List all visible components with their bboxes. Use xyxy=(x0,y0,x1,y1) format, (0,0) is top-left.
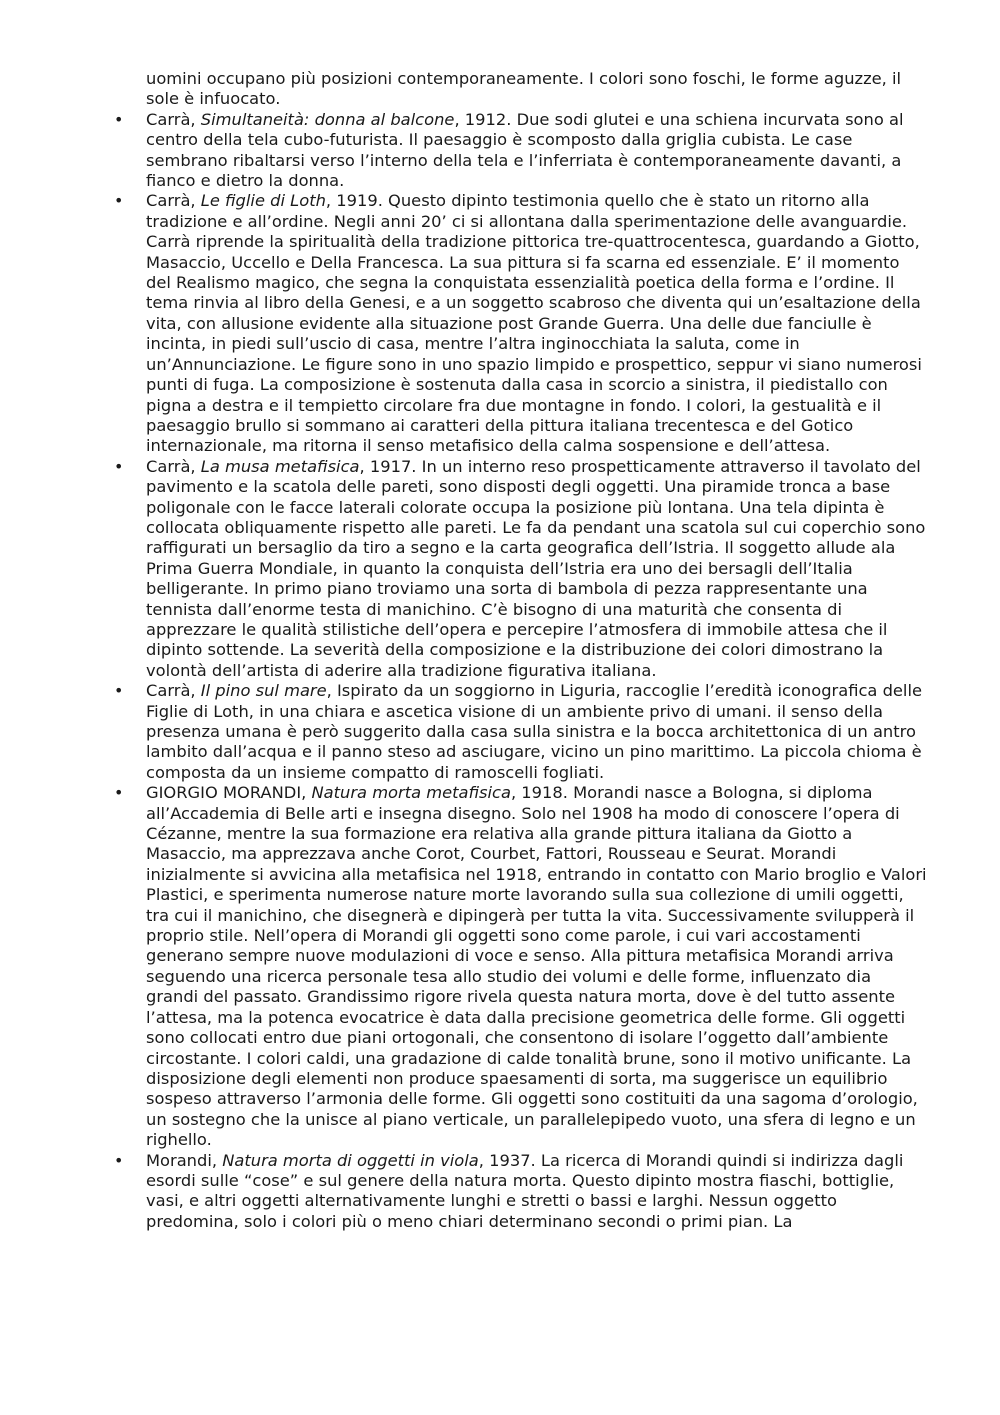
bullet-icon: • xyxy=(114,1150,124,1170)
item-author: GIORGIO MORANDI, xyxy=(146,783,312,803)
item-text: , 1919. Questo dipinto testimonia quello che è stato un ritorno alla tradizione e all’ordine. Negli anni 20’ ci si allontana dalla sperimentazione delle avanguardie. Carrà riprende la spiritualità della tradizione pittorica tre-quattrocentesca, guardando a Giotto, Masaccio, Uccello e Della Francesca. La sua pittura si fa scarna ed essenziale. E’ il momento del Realismo magico, che segna la conquistata essenzialità poetica della forma e l’ordine. Il tema rinvia al libro della Genesi, e a un soggetto scabroso che diventa qui un’esaltazione della vita, con allusione evidente alla situazione post Grande Guerra. Una delle due fanciulle è incinta, in piedi sull’uscio di casa, mentre l’altra inginocchiata la saluta, come in un’Annunciazione. Le figure sono in uno spazio limpido e prospettico, seppur vi siano numerosi punti di fuga. La composizione è sostenuta dalla casa in scorcio a sinistra, il piedistallo con pigna a destra e il tempietto circolare fra due montagne in fondo. I colori, la gestualità e il paesaggio brullo si sommano ai caratteri della pittura italiana trecentesca e del Gotico internazionale, ma ritorna il senso metafisico della calma sospensione e dell’attesa. xyxy=(146,191,922,456)
item-title: La musa metafisica xyxy=(200,456,360,476)
list-item xyxy=(114,109,928,192)
document-body xyxy=(114,69,928,1232)
item-title: Le figlie di Loth xyxy=(200,191,326,211)
list-item xyxy=(114,456,928,681)
item-text: , 1917. In un interno reso prospetticamente attraverso il tavolato del pavimento e la scatola delle pareti, sono disposti degli oggetti. Una piramide tronca a base poligonale con le facce laterali colorate occupa la posizione più lontana. Una tela dipinta è collocata obliquamente rispetto alle pareti. Le fa da pendant una scatola sul cui coperchio sono raffigurati un bersaglio da tiro a segno e la carta geografica dell’Istria. Il soggetto allude ala Prima Guerra Mondiale, in quanto la conquista dell’Istria era uno dei bersagli dell’Italia belligerante. In primo piano troviamo una sorta di bambola di pezza rappresentante una tennista dall’enorme testa di manichino. C’è bisogno di una maturità che consenta di apprezzare le qualità stilistiche dell’opera e percepire l’atmosfera di immobile attesa che il dipinto sottende. La severità della composizione e la distribuzione dei colori dimostrano la volontà dell’artista di aderire alla tradizione figurativa italiana. xyxy=(146,456,926,680)
item-text: , 1912. Due sodi glutei e una schiena incurvata sono al centro della tela cubo-futurista. Il paesaggio è scomposto dalla griglia cubista. Le case sembrano ribaltarsi verso l’interno della tela e l’inferriata è contemporaneamente davanti, a fianco e dietro la donna. xyxy=(146,109,904,191)
artwork-list xyxy=(114,109,928,1232)
bullet-icon: • xyxy=(114,456,124,476)
bullet-icon: • xyxy=(114,191,124,211)
list-item xyxy=(114,191,928,456)
item-title: Il pino sul mare xyxy=(200,681,327,701)
item-author: Carrà, xyxy=(146,456,201,476)
list-item xyxy=(114,783,928,1150)
item-title: Simultaneità: donna al balcone xyxy=(200,109,455,129)
item-author: Carrà, xyxy=(146,681,201,701)
bullet-icon: • xyxy=(114,783,124,803)
list-item xyxy=(114,1150,928,1233)
item-author: Morandi, xyxy=(146,1150,223,1170)
item-title: Natura morta di oggetti in viola xyxy=(222,1150,479,1170)
list-item xyxy=(114,681,928,783)
item-title: Natura morta metafisica xyxy=(311,783,511,803)
item-text: , 1937. La ricerca di Morandi quindi si indirizza dagli esordi sulle “cose” e sul genere della natura morta. Questo dipinto mostra fiaschi, bottiglie, vasi, e altri oggetti alternativamente lunghi e stretti o bassi e larghi. Nessun oggetto predomina, solo i colori più o meno chiari determinano secondi o primi pian. La xyxy=(146,1150,904,1231)
item-author: Carrà, xyxy=(146,109,201,129)
bullet-icon: • xyxy=(114,681,124,701)
bullet-icon: • xyxy=(114,109,124,129)
item-text: , 1918. Morandi nasce a Bologna, si diploma all’Accademia di Belle arti e insegna disegno. Solo nel 1908 ha modo di conoscere l’opera di Cézanne, mentre la sua formazione era relativa alla grande pittura italiana da Giotto a Masaccio, ma apprezzava anche Corot, Courbet, Fattori, Rousseau e Seurat. Morandi inizialmente si avvicina alla metafisica nel 1918, entrando in contatto con Mario broglio e Valori Plastici, e sperimenta numerose nature morte lavorando sulla sua collezione di umili oggetti, tra cui il manichino, che disegnerà e dipingerà per tutta la vita. Successivamente svilupperà il proprio stile. Nell’opera di Morandi gli oggetti sono come parole, i cui vari accostamenti generano sempre nuove modulazioni di voce e senso. Alla pittura metafisica Morandi arriva seguendo una ricerca personale tesa allo studio dei volumi e delle forme, influenzato dia grandi del passato. Grandissimo rigore rivela questa natura morta, dove è del tutto assente l’attesa, ma la potenca evocatrice è data dalla precisione geometrica delle forme. Gli oggetti sono collocati entro due piani ortogonali, che consentono di isolare l’oggetto dall’ambiente circostante. I colori caldi, una gradazione di calde tonalità brune, sono il motivo unificante. La disposizione degli elementi non produce spaesamenti di sorta, ma suggerisce un equilibrio sospeso attraverso l’armonia delle forme. Gli oggetti sono costituiti da una sagoma d’orologio, un sostegno che la unisce al piano verticale, un parallelepipedo vuoto, una sfera di legno e un righello. xyxy=(146,783,927,1150)
item-text: , Ispirato da un soggiorno in Liguria, raccoglie l’eredità iconografica delle Figlie di Loth, in una chiara e ascetica visione di un ambiente privo di umani. il senso della presenza umana è però suggerito dalla casa sulla sinistra e la bocca architettonica di un antro lambito dall’acqua e il panno steso ad asciugare, vicino un pino marittimo. La piccola chioma è composta da un insieme compatto di ramoscelli fogliati. xyxy=(146,681,922,782)
item-author: Carrà, xyxy=(146,191,201,211)
continuation-paragraph: uomini occupano più posizioni contemporaneamente. I colori sono foschi, le forme aguzze, il sole è infuocato. xyxy=(146,69,902,109)
